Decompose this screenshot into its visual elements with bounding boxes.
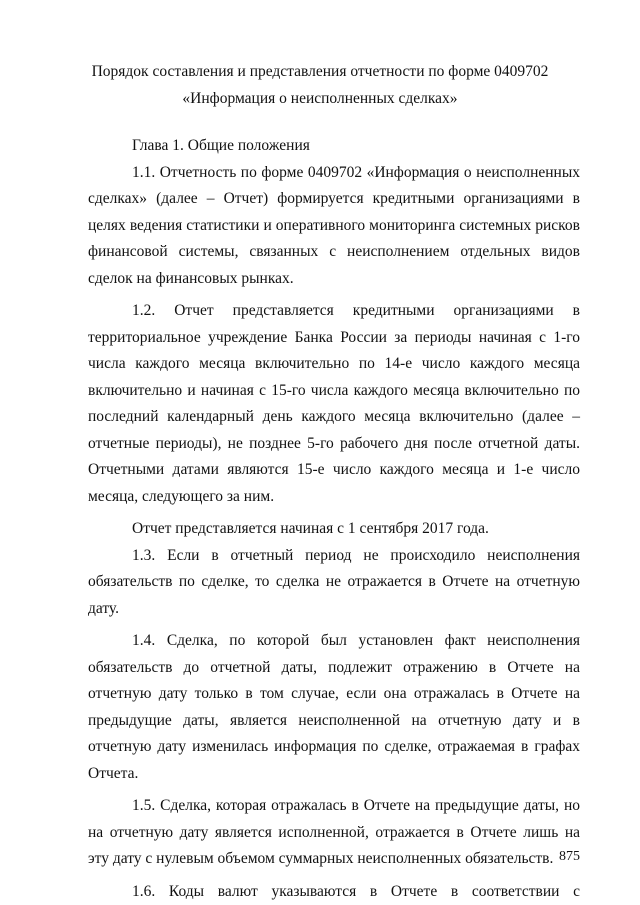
- paragraph-start-date: Отчет представляется начиная с 1 сентября 2017 года.: [132, 520, 489, 537]
- paragraph-1-2: 1.2. Отчет представляется кредитными организациями в территориальное учреждение Банка России за периоды начиная с 1-го числа каждого месяца включительно по 14-е число каждого месяца включительно и начиная с 15-го числа каждого месяца включительно по последний календарный день каждого месяца включительно (далее – отчетные периоды), не позднее 5-го рабочего дня после отчетной даты. Отчетными датами являются 15-е число каждого месяца и 1-е число месяца, следующего за ним.: [88, 302, 580, 505]
- document-title-line-2: «Информация о неисполненных сделках»: [182, 90, 458, 107]
- document-body: [88, 133, 580, 905]
- paragraph-1-1: 1.1. Отчетность по форме 0409702 «Информация о неисполненных сделках» (далее – Отчет) формируется кредитными организациями в целях ведения статистики и оперативного мониторинга системных рисков финансовой системы, связанных с неисполнением отдельных видов сделок на финансовых рынках.: [88, 163, 580, 287]
- paragraph-1-6: 1.6. Коды валют указываются в Отчете в соответствии с: [132, 882, 580, 900]
- paragraph-1-4: 1.4. Сделка, по которой был установлен факт неисполнения обязательств до отчетной даты, подлежит отражению в Отчете на отчетную дату только в том случае, если она отражалась в Отчете на предыдущие даты, является неисполненной на отчетную дату и в отчетную дату изменилась информация по сделке, отражаемая в графах Отчета.: [88, 632, 580, 782]
- paragraph-1-3: 1.3. Если в отчетный период не происходило неисполнения обязательств по сделке, то сделка не отражается в Отчете на отчетную дату.: [88, 546, 580, 617]
- page-number: 875: [559, 849, 580, 864]
- chapter-heading: Глава 1. Общие положения: [132, 137, 310, 154]
- paragraph-1-5: 1.5. Сделка, которая отражалась в Отчете на предыдущие даты, но на отчетную дату является исполненной, отражается в Отчете лишь на эту дату с нулевым объемом суммарных неисполненных обязательств.: [88, 797, 580, 867]
- document-title-line-1: Порядок составления и представления отчетности по форме 0409702: [91, 63, 549, 80]
